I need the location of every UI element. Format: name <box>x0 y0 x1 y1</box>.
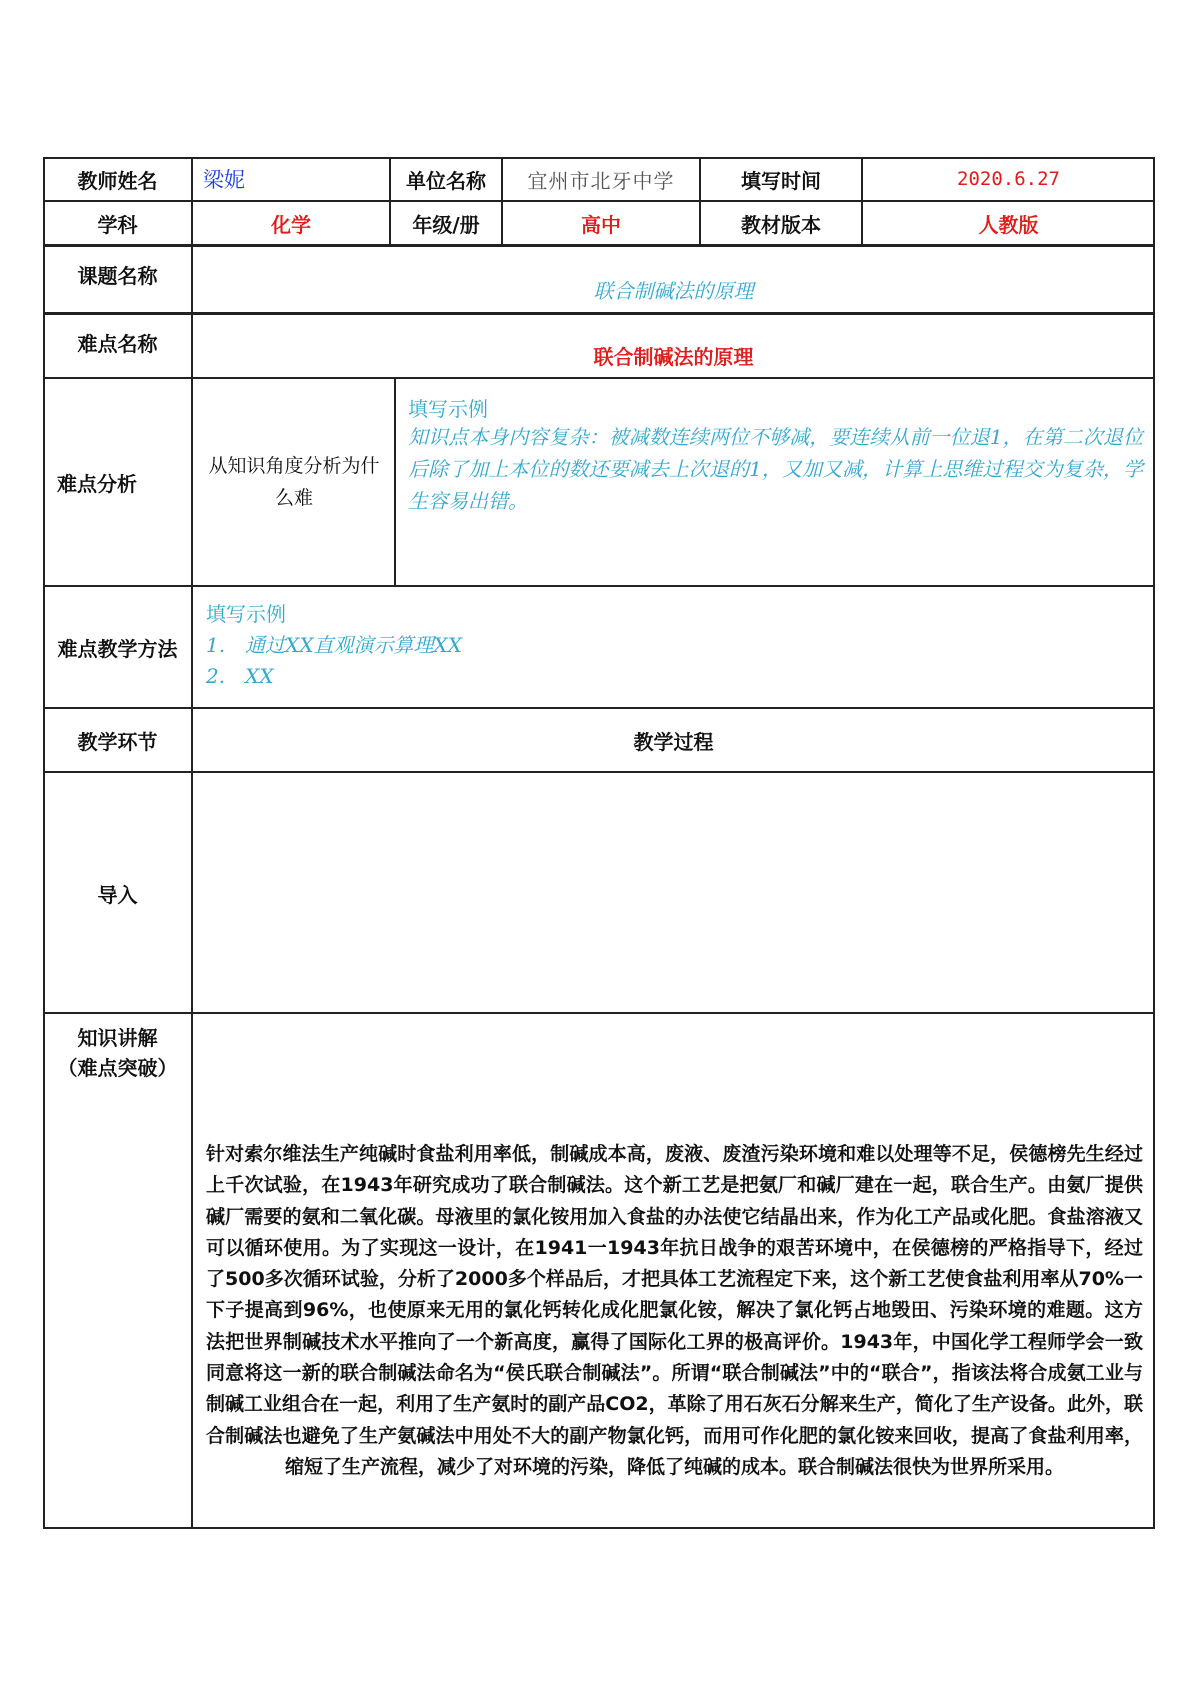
fill-date-value: 2020.6.27 <box>957 168 1060 190</box>
analysis-label: 难点分析 <box>57 471 137 496</box>
column-divider <box>394 377 396 586</box>
analysis-example-text: 知识点本身内容复杂：被减数连续两位不够减，要连续从前一位退1，在第二次退位后除了加上本位的数还要减去上次退的1，又加又减，计算上思维过程交为复杂，学生容易出错。 <box>408 425 1143 513</box>
textbook-edition-label: 教材版本 <box>741 212 821 237</box>
textbook-edition-value: 人教版 <box>978 212 1039 237</box>
method-example-title: 填写示例 <box>206 602 286 626</box>
method-label: 难点教学方法 <box>57 637 178 661</box>
teacher-name-label: 教师姓名 <box>77 168 158 193</box>
knowledge-label-line: 知识讲解 <box>77 1026 158 1050</box>
intro-label: 导入 <box>97 882 138 907</box>
analysis-example-title: 填写示例 <box>408 397 488 421</box>
unit-name-value: 宜州市北牙中学 <box>527 168 675 193</box>
unit-name-label: 单位名称 <box>406 168 486 193</box>
knowledge-label <box>43 1023 192 1083</box>
knowledge-label-line: （难点突破） <box>57 1056 178 1080</box>
knowledge-paragraph: 针对索尔维法生产纯碱时食盐利用率低，制碱成本高，废液、废渣污染环境和难以处理等不足，侯德榜先生经过上千次试验，在1943年研究成功了联合制碱法。这个新工艺是把氨厂和碱厂建在一起，联合生产。由氨厂提供碱厂需要的氨和二氧化碳。母液里的氯化铵用加入食盐的办法使它结晶出来，作为化工产品或化肥。食盐溶液又可以循环使用。为了实现这一设计，在1941一1943年抗日战争的艰苦环境中，在侯德榜的严格指导下，经过了500多次循环试验，分析了2000多个样品后，才把具体工艺流程定下来，这个新工艺使食盐利用率从70%一下子提高到96%，也使原来无用的氯化钙转化成化肥氯化铵，解决了氯化钙占地毁田、污染环境的难题。这方法把世界制碱技术水平推向了一个新高度，赢得了国际化工界的极高评价。1943年，中国化学工程师学会一致同意将这一新的联合制碱法命名为“侯氏联合制碱法”。所谓“联合制碱法”中的“联合”，指该法将合成氨工业与制碱工业组合在一起，利用了生产氨时的副产品CO2，革除了用石灰石分解来生产，简化了生产设备。此外，联合制碱法也避免了生产氨碱法中用处不大的副产物氯化钙，而用可作化肥的氯化铵来回收，提高了食盐利用率，缩短了生产流程，减少了对环境的污染，降低了纯碱的成本。联合制碱法很快为世界所采用。 <box>206 1143 1143 1478</box>
analysis-sub-label: 从知识角度分析为什么难 <box>208 455 380 509</box>
difficulty-label: 难点名称 <box>77 331 158 356</box>
subject-label: 学科 <box>97 212 138 237</box>
subject-value: 化学 <box>271 212 311 237</box>
teaching-stage-label: 教学环节 <box>77 730 158 754</box>
method-item: 2. XX <box>206 664 274 688</box>
topic-label: 课题名称 <box>77 264 158 288</box>
fill-date-label: 填写时间 <box>741 168 821 193</box>
difficulty-value: 联合制碱法的原理 <box>593 344 754 369</box>
method-item: 1. 通过XX直观演示算理XX <box>206 633 463 657</box>
topic-value: 联合制碱法的原理 <box>593 278 754 303</box>
teacher-name-value: 梁妮 <box>203 168 245 192</box>
teaching-process-label: 教学过程 <box>633 730 714 754</box>
intro-content-area <box>193 773 1155 1013</box>
grade-value: 高中 <box>581 212 621 237</box>
grade-label: 年级/册 <box>412 212 480 237</box>
